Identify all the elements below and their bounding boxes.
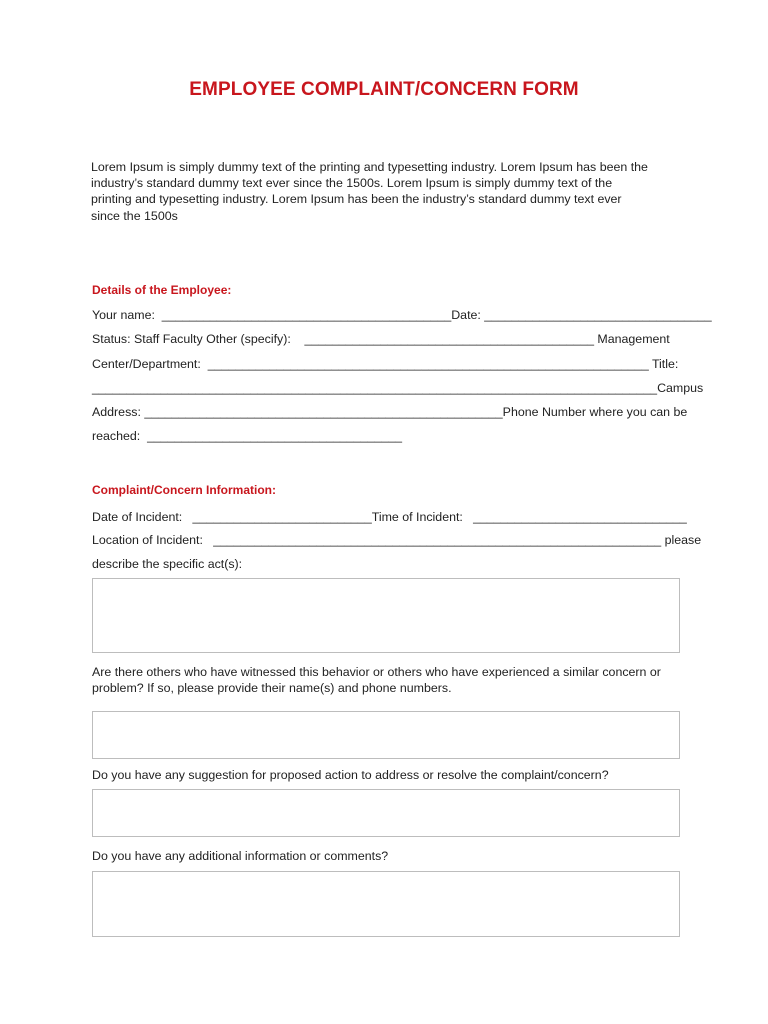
witnesses-question: Are there others who have witnessed this behavior or others who have experienced a similar concern or problem? If so, please provide their name(s) and phone numbers. [92, 665, 661, 696]
campus-line: __________________________________________________________________________________Campus [92, 381, 704, 395]
department-line: Center/Department: ________________________________________________________________ Title: [92, 357, 679, 371]
additional-answer-box[interactable] [92, 871, 680, 937]
reached-line: reached: _____________________________________ [92, 429, 403, 443]
incident-date-time-line: Date of Incident: __________________________Time of Incident: _______________________________ [92, 510, 687, 524]
complaint-section-heading: Complaint/Concern Information: [92, 483, 276, 497]
employee-section-heading: Details of the Employee: [92, 283, 232, 297]
intro-paragraph: Lorem Ipsum is simply dummy text of the printing and typesetting industry. Lorem Ipsum has been the industry’s standard dummy text ever since the 1500s. Lorem Ipsum is simply dummy text of the printing and typesetting industry. Lorem Ipsum has been the industry’s standard dummy text ever since the 1500s [91, 160, 648, 223]
incident-location-line: Location of Incident: _________________________________________________________________ please [92, 533, 702, 547]
witnesses-answer-box[interactable] [92, 711, 680, 759]
suggestion-answer-box[interactable] [92, 789, 680, 837]
act-description-box[interactable] [92, 578, 680, 653]
additional-question: Do you have any additional information or comments? [92, 849, 389, 863]
describe-act-label: describe the specific act(s): [92, 557, 243, 571]
page-title: EMPLOYEE COMPLAINT/CONCERN FORM [189, 79, 579, 100]
suggestion-question: Do you have any suggestion for proposed action to address or resolve the complaint/concern? [92, 768, 609, 782]
name-date-line: Your name: __________________________________________Date: _________________________________ [92, 308, 712, 322]
address-line: Address: ____________________________________________________Phone Number where you can be [92, 405, 688, 419]
status-line: Status: Staff Faculty Other (specify): __________________________________________ Management [92, 332, 670, 346]
